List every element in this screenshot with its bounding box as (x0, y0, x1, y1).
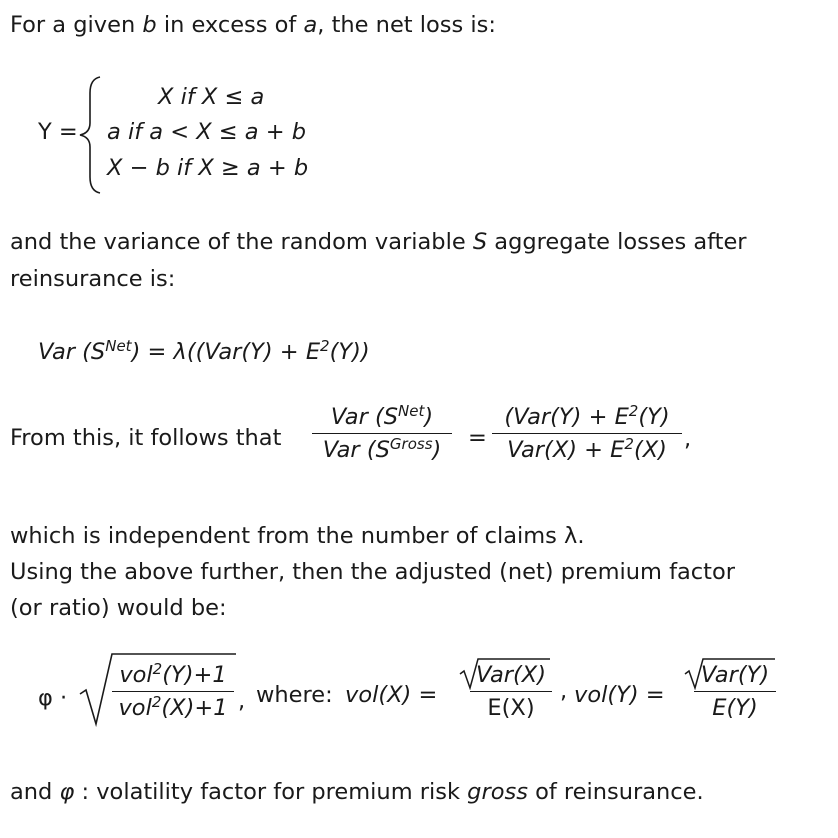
premium-comma-2: , (560, 678, 568, 704)
voly-fraction: Var(Y) E(Y) (694, 664, 776, 719)
ratio-comma: , (684, 426, 692, 452)
ratio-equals: = (468, 425, 487, 451)
left-brace-icon (76, 75, 104, 195)
volx-fraction: Var(X) E(X) (470, 664, 552, 719)
piecewise-case-1: X if X ≤ a (158, 84, 265, 110)
para3-line2: Using the above further, then the adjusted (net) premium factor (10, 559, 736, 585)
intro-line: For a given b in excess of a, the net loss is: (10, 12, 496, 38)
variance-equation: Var $(S^{Net}) = \lambda((Var(Y) + E^2(Y))$ (38, 337, 370, 365)
where-label: where: (256, 682, 333, 708)
final-line: and φ : volatility factor for premium risk gross of reinsurance. (10, 779, 704, 805)
ratio-fraction-left: Var $(S^{Net})$ Var $(S^{Gross})$ (312, 406, 452, 461)
ratio-fraction-right: ($Var(Y) + E^2(Y)$ $Var(X) + E^2(X)$ (492, 406, 682, 461)
phi-symbol: φ (59, 779, 75, 805)
para2-line2: reinsurance is: (10, 266, 176, 292)
piecewise-case-3: X − b if X ≥ a + b (107, 155, 309, 181)
var-s: S (472, 229, 488, 255)
ratio-lead: From this, it follows that (10, 425, 282, 451)
volx-lhs: vol(X) = (345, 682, 438, 708)
piecewise-lhs: Y = (38, 119, 78, 145)
gross-word: gross (467, 779, 528, 805)
voly-lhs: vol(Y) = (574, 682, 665, 708)
para3-line1: which is independent from the number of claims λ. (10, 523, 585, 549)
para2-line1: and the variance of the random variable S aggregate losses after (10, 229, 747, 255)
premium-comma-1: , (238, 688, 246, 714)
piecewise-case-2: a if a < X ≤ a + b (107, 119, 307, 145)
premium-fraction: vol$^2$(Y)+1 vol$^2$(X)+1 (112, 664, 234, 719)
var-b: b (142, 12, 157, 38)
phi-dot: φ · (38, 685, 68, 711)
var-a: a (303, 12, 318, 38)
para3-line3: (or ratio) would be: (10, 595, 227, 621)
